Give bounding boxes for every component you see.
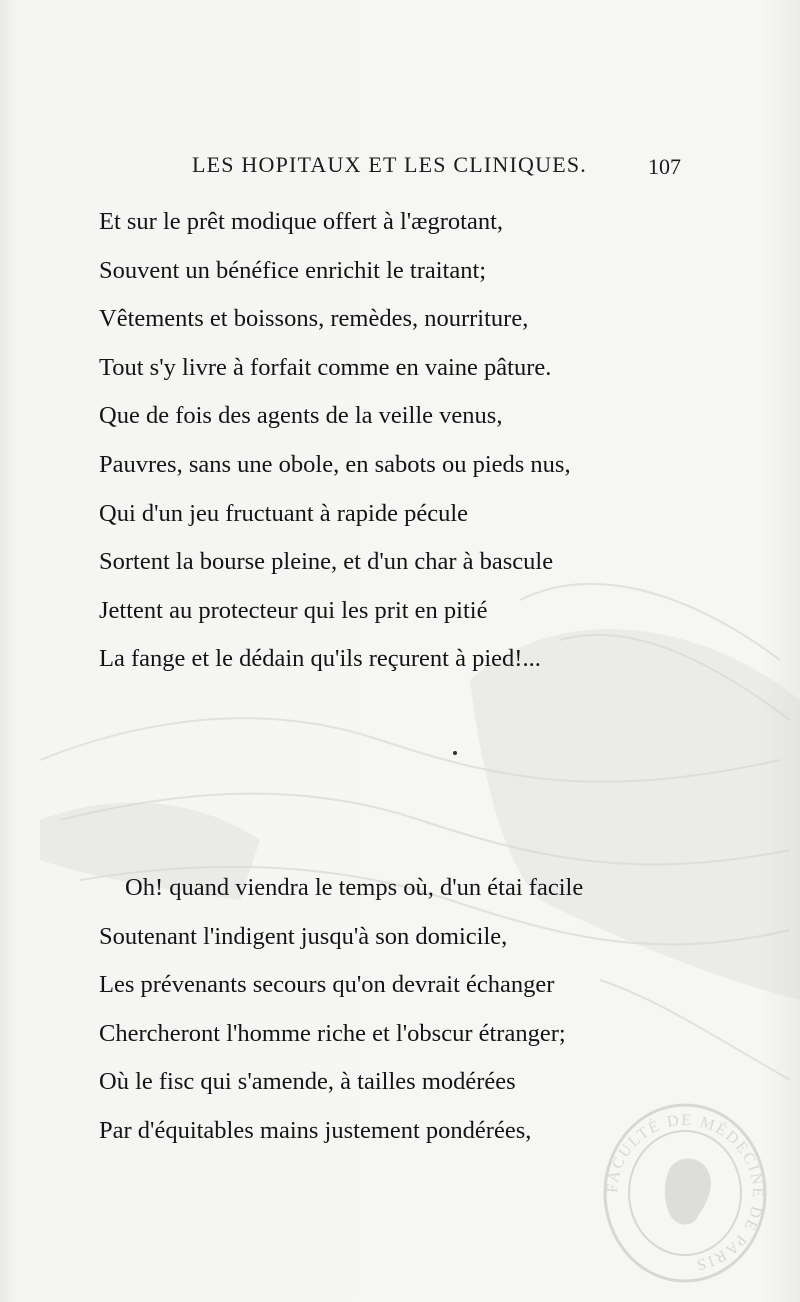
library-stamp [600, 1098, 770, 1288]
verse-line: Oh! quand viendra le temps où, d'un étai facile [125, 874, 584, 901]
verse-line: Pauvres, sans une obole, en sabots ou pieds nus, [99, 450, 571, 478]
section-dot-ornament [453, 751, 457, 755]
verse-line: Et sur le prêt modique offert à l'ægrotant, [99, 208, 504, 235]
stanza-1 [99, 198, 571, 684]
stanza-2 [99, 864, 583, 1156]
verse-line: Qui d'un jeu fructuant à rapide pécule [99, 499, 469, 527]
verse-line: Jettent au protecteur qui les prit en pitié [99, 596, 488, 624]
verse-line: Souvent un bénéfice enrichit le traitant; [99, 256, 487, 284]
verse-line: Où le fisc qui s'amende, à tailles modérées [99, 1068, 516, 1096]
verse-line: Vêtements et boissons, remèdes, nourriture, [99, 305, 529, 333]
verse-line: La fange et le dédain qu'ils reçurent à pied!... [99, 645, 541, 673]
verse-line: Les prévenants secours qu'on devrait échanger [99, 971, 555, 999]
verse-line: Que de fois des agents de la veille venus, [99, 402, 503, 430]
verse-line: Sortent la bourse pleine, et d'un char à bascule [99, 548, 554, 576]
verse-line: Soutenant l'indigent jusqu'à son domicile, [99, 922, 508, 950]
verse-line: Tout s'y livre à forfait comme en vaine pâture. [99, 353, 552, 381]
verse-line: Chercheront l'homme riche et l'obscur étranger; [99, 1019, 566, 1047]
stamp-lettering: FACULTÉ DE MÉDECINE DE PARIS [603, 1111, 767, 1274]
verse-line: Par d'équitables mains justement pondérées, [99, 1116, 532, 1144]
running-head: LES HOPITAUX ET LES CLINIQUES. [192, 152, 587, 177]
page-number: 107 [648, 154, 681, 179]
